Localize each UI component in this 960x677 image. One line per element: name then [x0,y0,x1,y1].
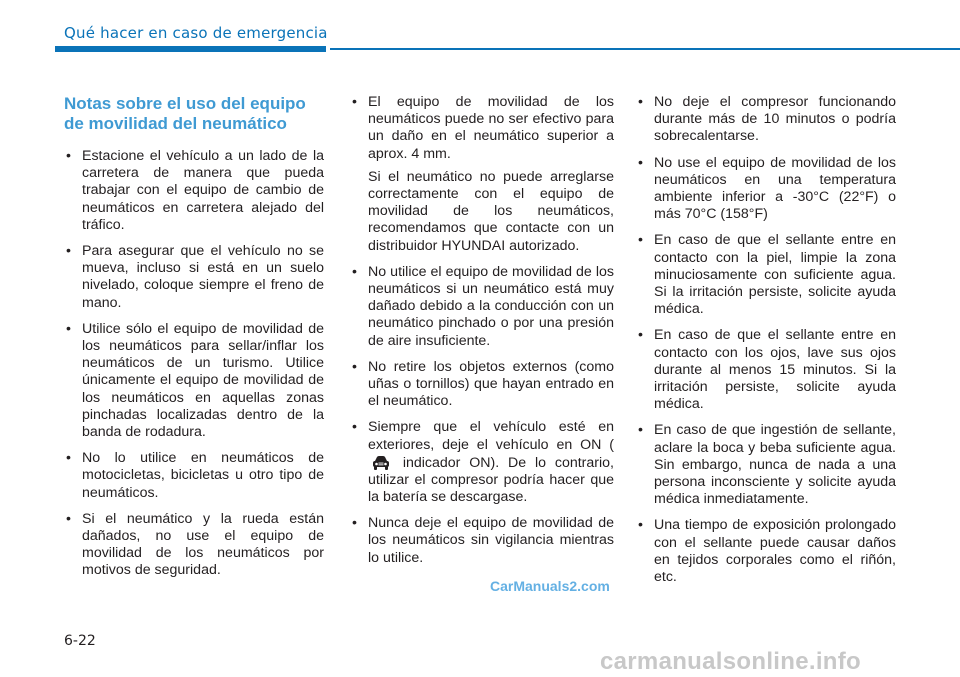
list-item: • Si el neumático y la rueda están dañados, no use el equipo de movilidad de los neumáticos por motivos de seguridad. [64,511,324,580]
column-1 [64,94,324,589]
list-item: • En caso de que ingestión de sellante, aclare la boca y beba suficiente agua. Sin embargo, nunca de nada a una persona inconsciente y solicite ayuda médica inmediatamente. [636,422,896,508]
watermark-small: CarManuals2.com [490,578,610,594]
bullet-list-col2 [350,94,614,163]
section-title: Notas sobre el uso del equipo de movilidad del neumático [64,94,306,133]
list-item: • Nunca deje el equipo de movilidad de los neumáticos sin vigilancia mientras lo utilice. [350,515,614,567]
list-item: • No lo utilice en neumáticos de motocicletas, bicicletas u otro tipo de neumáticos. [64,450,324,502]
bullet-list-col2-cont [350,264,614,567]
paragraph: Si el neumático no puede arreglarse correctamente con el equipo de movilidad de los neumáticos, recomendamos que contacte con un distribuidor HYUNDAI autorizado. [368,168,614,254]
header-accent-bar [55,46,326,52]
list-item: • En caso de que el sellante entre en contacto con los ojos, lave sus ojos durante al menos 15 minutos. Si la irritación persiste, solicite ayuda médica. [636,327,896,413]
section-header-title: Qué hacer en caso de emergencia [64,24,328,42]
list-item: • No utilice el equipo de movilidad de los neumáticos si un neumático está muy dañado debido a la conducción con un neumático pinchado o por una presión de aire insuficiente. [350,264,614,350]
car-ready-indicator-icon [370,454,392,472]
watermark-large: carmanualsonline.info [600,648,862,675]
page-number: 6-22 [64,633,96,649]
list-item: • No use el equipo de movilidad de los neumáticos en una temperatura ambiente inferior a -30°C (22°F) o más 70°C (158°F) [636,155,896,224]
list-item [350,419,614,506]
list-item: • No deje el compresor funcionando durante más de 10 minutos o podría sobrecalentarse. [636,94,896,146]
list-item-text: indicador ON). De lo contrario, utilizar el compresor podría hacer que la batería se descargase. [368,454,614,506]
bullet-list-col3 [636,94,896,586]
list-item: • Una tiempo de exposición prolongado con el sellante puede causar daños en tejidos corporales como el riñón, etc. [636,517,896,586]
header-rule [330,48,960,50]
list-item-text: Siempre que el vehículo esté en exteriores, deje el vehículo en ON ( [368,419,614,453]
column-3 [636,94,896,595]
list-item: • Estacione el vehículo a un lado de la carretera de manera que pueda trabajar con el equipo de cambio de neumáticos en carretera alejado del tráfico. [64,148,324,234]
list-item: • Utilice sólo el equipo de movilidad de los neumáticos para sellar/inflar los neumáticos de un turismo. Utilice únicamente el equipo de movilidad de los neumáticos en aquellas zonas pinchadas localizadas dentro de la banda de rodadura. [64,321,324,441]
bullet-list-col1 [64,148,324,580]
column-2 [350,94,614,576]
list-item: • No retire los objetos externos (como uñas o tornillos) que hayan entrado en el neumático. [350,359,614,411]
list-item: • Para asegurar que el vehículo no se mueva, incluso si está en un suelo nivelado, coloque siempre el freno de mano. [64,243,324,312]
list-item: • En caso de que el sellante entre en contacto con la piel, limpie la zona minuciosamente con suficiente agua. Si la irritación persiste, solicite ayuda médica. [636,232,896,318]
list-item-text: El equipo de movilidad de los neumáticos puede no ser efectivo para un daño en el neumático superior a aprox. 4 mm. [368,94,614,162]
list-item [350,94,614,163]
